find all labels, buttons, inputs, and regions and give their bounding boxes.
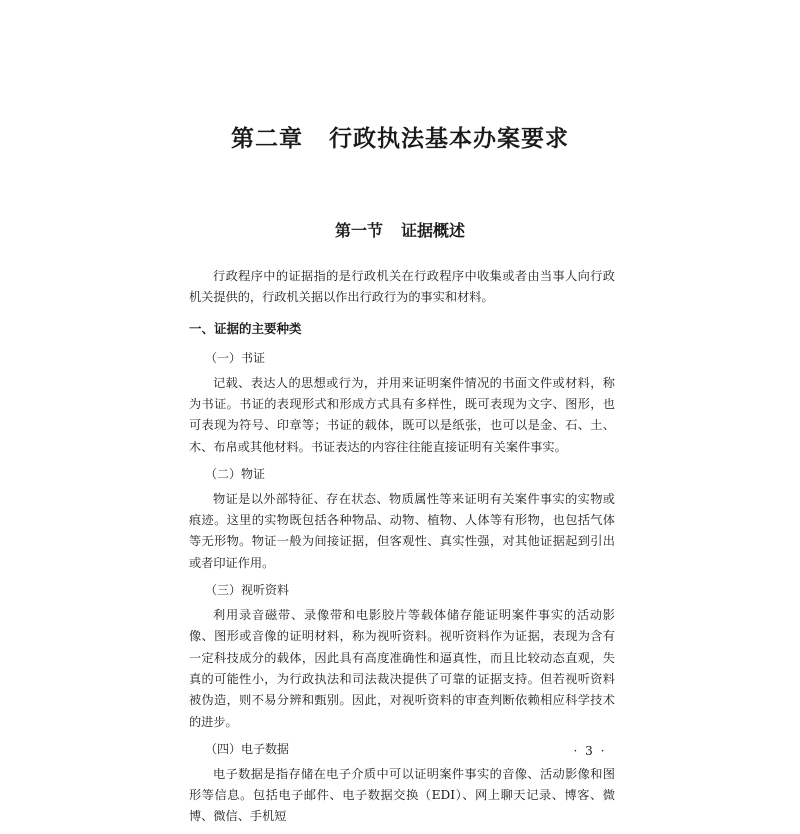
section-number: 第一节 bbox=[334, 221, 383, 240]
subsection-electronic-data bbox=[189, 739, 615, 828]
page-number: · 3 · bbox=[573, 744, 607, 758]
subsection-paragraph: 利用录音磁带、录像带和电影胶片等载体储存能证明案件事实的活动影像、图形或音像的证明材料，称为视听资料。视听资料作为证据，表现为含有一定科技成分的载体，因此具有高度准确性和逼真性，而且比较动态直观，失真的可能性小，为行政执法和司法裁决提供了可靠的证据支持。但若视听资料被伪造，则不易分辨和甄别。因此，对视听资料的审查判断依赖相应科学技术的进步。 bbox=[189, 607, 615, 729]
subsection-paragraph: 物证是以外部特征、存在状态、物质属性等来证明有关案件事实的实物或痕迹。这里的实物既包括各种物品、动物、植物、人体等有形物，也包括气体等无形物。物证一般为间接证据，但客观性、真实性强，对其他证据起到引出或者印证作用。 bbox=[189, 491, 615, 570]
heading-evidence-types: 一、证据的主要种类 bbox=[189, 320, 302, 336]
chapter-title bbox=[0, 120, 800, 153]
subsection-heading: （四）电子数据 bbox=[205, 742, 290, 757]
section-title bbox=[0, 218, 800, 241]
subsection-heading: （二）物证 bbox=[205, 467, 266, 482]
subsection-physical-evidence bbox=[189, 464, 615, 574]
subsection-heading: （三）视听资料 bbox=[205, 583, 290, 598]
body-text bbox=[189, 266, 615, 834]
chapter-title-text: 行政执法基本办案要求 bbox=[329, 126, 569, 152]
subsection-paragraph: 电子数据是指存储在电子介质中可以证明案件事实的音像、活动影像和图形等信息。包括电子邮件、电子数据交换（EDI）、网上聊天记录、博客、微博、微信、手机短 bbox=[189, 766, 615, 824]
subsection-paragraph: 记载、表达人的思想或行为，并用来证明案件情况的书面文件或材料，称为书证。书证的表现形式和形成方式具有多样性，既可表现为文字、图形，也可表现为符号、印章等；书证的载体，既可以是纸张，也可以是金、石、土、木、布帛或其他材料。书证表达的内容往往能直接证明有关案件事实。 bbox=[189, 375, 615, 454]
chapter-number: 第二章 bbox=[231, 126, 303, 152]
intro-paragraph: 行政程序中的证据指的是行政机关在行政程序中收集或者由当事人向行政机关提供的，行政机关据以作出行政行为的事实和材料。 bbox=[189, 269, 615, 305]
section-title-text: 证据概述 bbox=[401, 221, 466, 240]
subsection-heading: （一）书证 bbox=[205, 351, 266, 366]
subsection-documentary-evidence bbox=[189, 348, 615, 458]
subsection-audiovisual-materials bbox=[189, 580, 615, 733]
